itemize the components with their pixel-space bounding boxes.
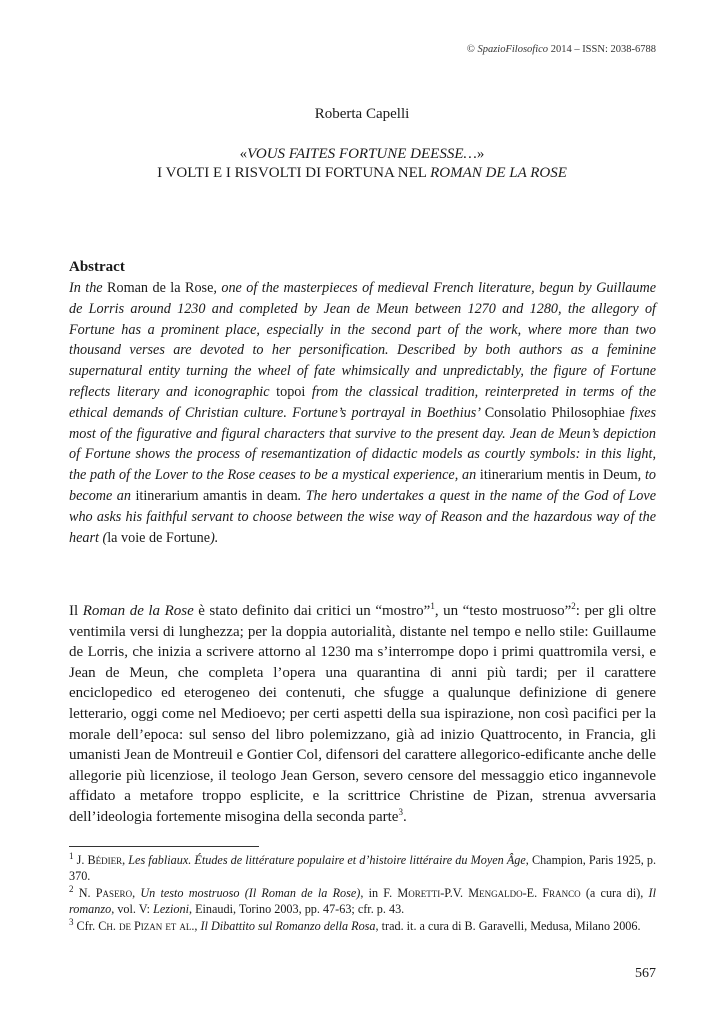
footnote-text: Ch. de Pizan bbox=[98, 918, 163, 933]
footnote-text: , bbox=[194, 918, 201, 933]
copyright-symbol: © bbox=[466, 44, 475, 55]
title-line-2 bbox=[0, 164, 724, 183]
page-number: 567 bbox=[635, 966, 656, 981]
footnote-text: Cfr. bbox=[73, 918, 99, 933]
abstract-segment-italic: from the classical tradition, reinterpreted in terms of the ethical demands of Christian culture. Fortune’s portrayal in Boethius’ bbox=[69, 383, 656, 421]
title-main-text: I VOLTI E I RISVOLTI DI FORTUNA NEL bbox=[157, 165, 431, 181]
body-paragraph bbox=[69, 601, 656, 828]
footnote-1 bbox=[69, 852, 656, 885]
footnote-text: Lezioni bbox=[153, 902, 189, 917]
footnote-text: Il romanzo bbox=[69, 885, 656, 917]
abstract-segment-roman: la voie de Fortune bbox=[107, 529, 211, 546]
footnote-text: Un testo mostruoso (Il Roman de la Rose) bbox=[140, 885, 361, 900]
abstract-segment-italic: . The hero undertakes a quest in the name of the God of Love who asks his faithful servant to choose between the wise way of Reason and the hazardous way of the heart ( bbox=[69, 487, 656, 546]
footnote-text: J. bbox=[73, 853, 88, 867]
journal-name: SpazioFilosofico bbox=[477, 44, 549, 55]
footnote-text: Moretti bbox=[397, 885, 441, 900]
abstract-segment-italic: ). bbox=[210, 529, 219, 546]
footnote-text: -P.V. bbox=[440, 885, 469, 900]
footnote-text: Il Dibattito sul Romanzo della Rosa bbox=[200, 918, 376, 933]
footnote-2 bbox=[69, 885, 656, 918]
abstract-segment-italic: , to become an bbox=[69, 467, 656, 504]
footnote-text: , bbox=[122, 853, 129, 867]
footnote-text: (a cura di), bbox=[580, 885, 649, 900]
title-quote-text: VOUS FAITES FORTUNE DEESSE… bbox=[247, 146, 477, 162]
footnote-text: Mengaldo bbox=[468, 885, 523, 900]
abstract-segment-italic: In the bbox=[69, 280, 108, 296]
footnote-text: Bédier bbox=[87, 853, 123, 867]
body-text-segment: è stato definito dai critici un “mostro” bbox=[193, 603, 431, 619]
footnote-number: 1 bbox=[69, 850, 74, 861]
footnote-text: N. bbox=[73, 885, 96, 900]
footnote-ref-1[interactable]: 1 bbox=[430, 601, 435, 611]
footnote-text: , vol. V: bbox=[111, 902, 154, 917]
footnote-text: , bbox=[132, 885, 141, 900]
body-text-segment: : per gli oltre ventimila versi di lunghezza; per la doppia autorialità, distante nel tempo e nello stile: Guillaume de Lorris, che inizia a scrivere attorno al 1230 ma s’interrompe dopo i primi quattromila versi, e Jean de Meun, che completa l’opera una quarantina di anni più tardi; per il carattere enciclopedico ed eterogeneo dei contenuti, che sfugge a qualunque definizione di genere letterario, oggi come nel Medioevo; per certi aspetti della sua ispirazione, non così pacifici per la morale dell’epoca: sul senso del libro polemizzano, già ad inizio Quattrocento, in Francia, gli umanisti Jean de Montreuil e Gontier Col, difensori del carattere allegorico-edificante anche delle allegorie più licenziose, il teologo Jean Gerson, severo censore del messaggio etico ingannevole affidato a metafore troppo esplicite, e la scrittrice Christine de Pizan, strenua avversaria dell’ideologia fortemente misogina della seconda parte bbox=[69, 603, 656, 825]
title-work-name: ROMAN DE LA ROSE bbox=[430, 165, 567, 181]
abstract-segment-roman: Consolatio Philosophiae bbox=[484, 404, 625, 421]
article-title bbox=[0, 145, 724, 183]
abstract-segment-italic: fixes most of the figurative and figural characters that survive to the present day. Jean de Meun’s depiction of Fortune shows the process of resemantization of didactic models as courtly symbols: in this light, the path of the Lover to the Rose ceases to be a mystical experience, an bbox=[69, 404, 656, 484]
author-name: Roberta Capelli bbox=[314, 106, 410, 122]
footnote-number: 3 bbox=[69, 916, 74, 927]
abstract-segment-roman: itinerarium mentis in Deum bbox=[479, 467, 638, 484]
journal-info: 2014 – ISSN: 2038-6788 bbox=[550, 44, 656, 55]
abstract-segment-roman: itinerarium amantis in deam bbox=[135, 487, 298, 504]
footnote-text: , trad. it. a cura di B. Garavelli, Medusa, Milano 2006. bbox=[375, 918, 641, 933]
footnote-text: et al. bbox=[165, 918, 195, 933]
footnote-number: 2 bbox=[69, 883, 74, 894]
abstract-segment-italic: , one of the masterpieces of medieval French literature, begun by Guillaume de Lorris around 1230 and completed by Jean de Meun between 1270 and 1280, the allegory of Fortune has a prominent place, especially in the second part of the work, where more than two thousand verses are devoted to her personification. Described by both authors as a feminine supernatural entity turning the wheel of fate whimsically and unpredictably, the figure of Fortune reflects literary and iconographic bbox=[69, 280, 656, 400]
title-open-quote: « bbox=[239, 146, 248, 162]
footnote-separator bbox=[69, 846, 259, 847]
footnote-ref-3[interactable]: 3 bbox=[398, 806, 403, 817]
abstract-text bbox=[69, 278, 656, 548]
footnote-3 bbox=[69, 918, 656, 934]
title-line-1 bbox=[0, 145, 724, 164]
body-text-segment: , un “testo mostruoso” bbox=[434, 603, 572, 619]
footnote-text: Franco bbox=[542, 885, 581, 900]
title-close-quote: » bbox=[476, 146, 485, 162]
footnotes bbox=[69, 852, 656, 934]
footnote-text: , Champion, Paris 1925, p. 370. bbox=[69, 853, 657, 884]
body-text-segment: . bbox=[402, 808, 407, 825]
journal-header bbox=[467, 44, 656, 55]
abstract-segment-roman: Roman de la Rose bbox=[107, 280, 214, 296]
abstract-heading: Abstract bbox=[69, 259, 125, 275]
body-work-title: Roman de la Rose bbox=[82, 603, 194, 619]
abstract-segment-roman: topoi bbox=[276, 383, 306, 400]
footnote-text: -E. bbox=[522, 885, 543, 900]
footnote-text: Les fabliaux. Études de littérature populaire et d’histoire littéraire du Moyen Âge bbox=[128, 853, 526, 867]
footnote-text: , in F. bbox=[360, 885, 398, 900]
footnote-text: Pasero bbox=[95, 885, 133, 900]
body-text-segment: Il bbox=[69, 603, 83, 619]
footnote-text: , Einaudi, Torino 2003, pp. 47-63; cfr. p. 43. bbox=[188, 902, 405, 917]
footnote-ref-2[interactable]: 2 bbox=[571, 601, 576, 611]
